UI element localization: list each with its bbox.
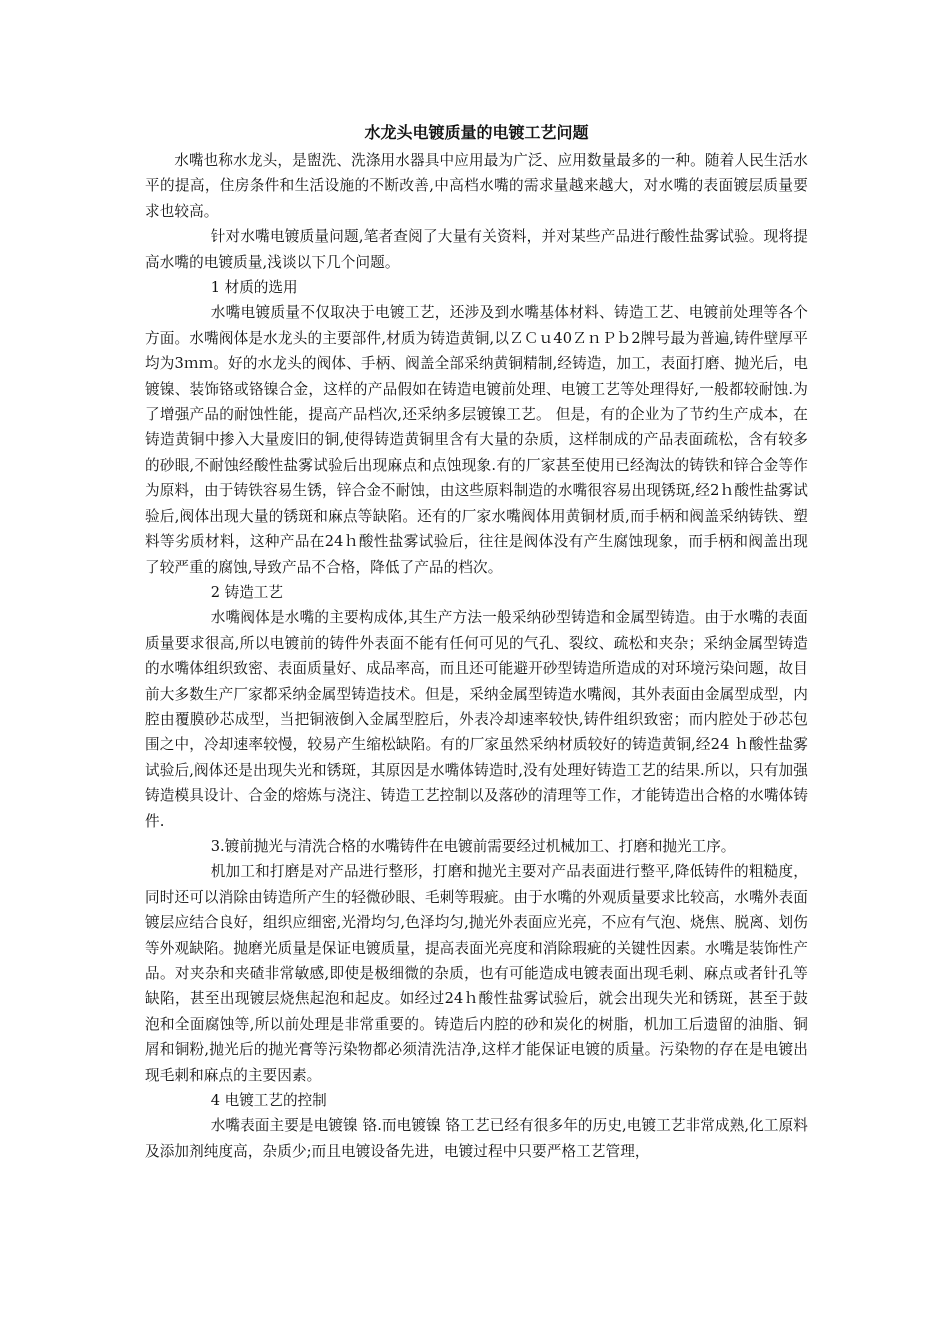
intro-paragraph-2: 针对水嘴电镀质量问题,笔者查阅了大量有关资料，并对某些产品进行酸性盐雾试验。现将提高水嘴的电镀质量,浅谈以下几个问题。 bbox=[145, 228, 808, 271]
document-title: 水龙头电镀质量的电镀工艺问题 bbox=[364, 123, 589, 142]
section-heading-4: 4 电镀工艺的控制 bbox=[210, 1092, 327, 1110]
section-1-paragraph: 水嘴电镀质量不仅取决于电镀工艺，还涉及到水嘴基体材料、铸造工艺、电镀前处理等各个方面。水嘴阀体是水龙头的主要部件,材质为铸造黄铜,以ＺＣｕ40ＺｎＰｂ2牌号最为普遍,铸件壁厚平均为3ｍｍ。好的水龙头的阀体、手柄、阀盖全部采纳黄铜精制,经铸造，加工，表面打磨、抛光后，电镀镍、装饰铬或铬镍合金，这样的产品假如在铸造电镀前处理、电镀工艺等处理得好,一般都较耐蚀.为了增强产品的耐蚀性能，提高产品档次,还采纳多层镀镍工艺。 但是，有的企业为了节约生产成本，在铸造黄铜中掺入大量废旧的铜,使得铸造黄铜里含有大量的杂质，这样制成的产品表面疏松，含有较多的砂眼,不耐蚀经酸性盐雾试验后出现麻点和点蚀现象.有的厂家甚至使用已经淘汰的铸铁和锌合金等作为原料，由于铸铁容易生锈，锌合金不耐蚀，由这些原料制造的水嘴很容易出现锈斑,经2ｈ酸性盐雾试验后,阀体出现大量的锈斑和麻点等缺陷。还有的厂家水嘴阀体用黄铜材质,而手柄和阀盖采纳铸铁、塑料等劣质材料，这种产品在24ｈ酸性盐雾试验后，往往是阀体没有产生腐蚀现象，而手柄和阀盖出现了较严重的腐蚀,导致产品不合格，降低了产品的档次。 bbox=[145, 304, 808, 576]
section-heading-3: 3.镀前抛光与清洗合格的水嘴铸件在电镀前需要经过机械加工、打磨和抛光工序。 bbox=[210, 837, 736, 855]
section-3-paragraph: 机加工和打磨是对产品进行整形，打磨和抛光主要对产品表面进行整平,降低铸件的粗糙度，同时还可以消除由铸造所产生的轻微砂眼、毛刺等瑕疵。由于水嘴的外观质量要求比较高，水嘴外表面镀层应结合良好，组织应细密,光滑均匀,色泽均匀,抛光外表面应光亮，不应有气泡、烧焦、脱离、划伤等外观缺陷。抛磨光质量是保证电镀质量，提高表面光亮度和消除瑕疵的关键性因素。水嘴是装饰性产品。对夹杂和夹碴非常敏感,即使是极细微的杂质，也有可能造成电镀表面出现毛刺、麻点或者针孔等缺陷，甚至出现镀层烧焦起泡和起皮。如经过24ｈ酸性盐雾试验后，就会出现失光和锈斑，甚至于鼓泡和全面腐蚀等,所以前处理是非常重要的。铸造后内腔的砂和炭化的树脂，机加工后遗留的油脂、铜屑和铜粉,抛光后的抛光膏等污染物都必须清洗洁净,这样才能保证电镀的质量。污染物的存在是电镀出现毛刺和麻点的主要因素。 bbox=[145, 863, 808, 1084]
section-heading-1: 1 材质的选用 bbox=[210, 279, 298, 297]
section-2-paragraph: 水嘴阀体是水嘴的主要构成体,其生产方法一般采纳砂型铸造和金属型铸造。由于水嘴的表面质量要求很高,所以电镀前的铸件外表面不能有任何可见的气孔、裂纹、疏松和夹杂；采纳金属型铸造的水嘴体组织致密、表面质量好、成品率高，而且还可能避开砂型铸造所造成的对环境污染问题，故目前大多数生产厂家都采纳金属型铸造技术。但是，采纳金属型铸造水嘴阀，其外表面由金属型成型，内腔由覆膜砂芯成型，当把铜液倒入金属型腔后，外表冷却速率较快,铸件组织致密；而内腔处于砂芯包围之中，冷却速率较慢，较易产生缩松缺陷。有的厂家虽然采纳材质较好的铸造黄铜,经24 ｈ酸性盐雾试验后,阀体还是出现失光和锈斑，其原因是水嘴体铸造时,没有处理好铸造工艺的结果.所以，只有加强铸造模具设计、合金的熔炼与浇注、铸造工艺控制以及落砂的清理等工作，才能铸造出合格的水嘴体铸件. bbox=[145, 609, 808, 830]
intro-paragraph-1: 水嘴也称水龙头，是盥洗、洗涤用水器具中应用最为广泛、应用数量最多的一种。随着人民生活水平的提高，住房条件和生活设施的不断改善,中高档水嘴的需求量越来越大，对水嘴的表面镀层质量要求也较高。 bbox=[145, 152, 808, 220]
section-heading-2: 2 铸造工艺 bbox=[210, 583, 283, 601]
section-4-paragraph: 水嘴表面主要是电镀镍 铬.而电镀镍 铬工艺已经有很多年的历史,电镀工艺非常成熟,化工原料及添加剂纯度高，杂质少;而且电镀设备先进，电镀过程中只要严格工艺管理， bbox=[145, 1117, 808, 1160]
